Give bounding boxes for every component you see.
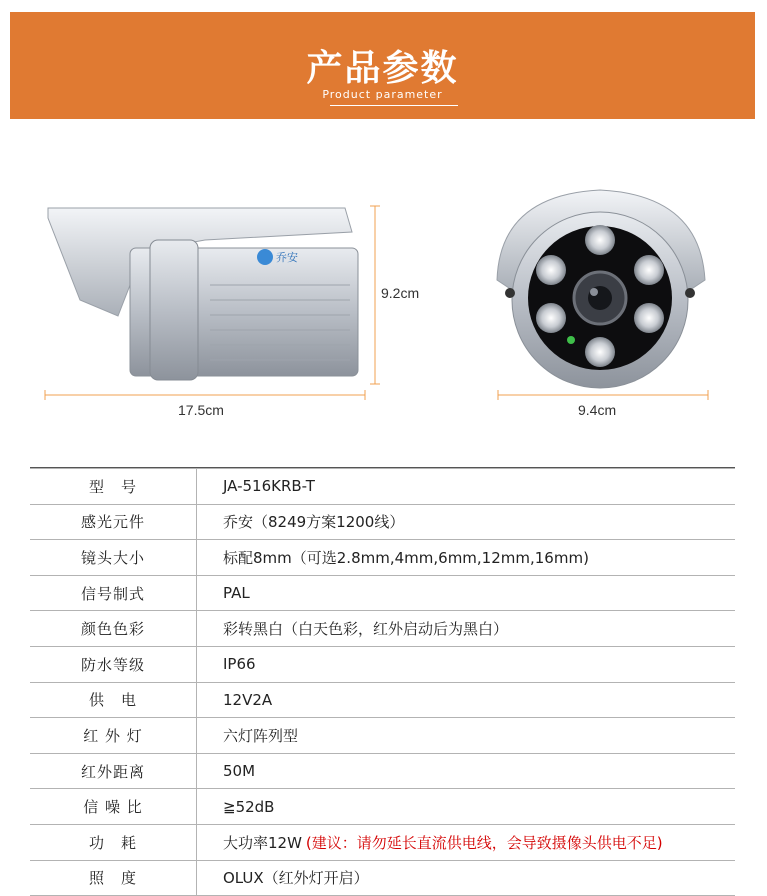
dimension-line-front xyxy=(498,390,708,400)
spec-label: 红外距离 xyxy=(30,753,197,789)
spec-label: 红 外 灯 xyxy=(30,718,197,754)
banner-underline xyxy=(330,105,458,106)
spec-label: 信号制式 xyxy=(30,575,197,611)
spec-row xyxy=(30,789,735,825)
brand-logo-icon xyxy=(257,249,273,265)
spec-value: 50M xyxy=(223,762,256,781)
spec-value: 标配8mm（可选2.8mm,4mm,6mm,12mm,16mm) xyxy=(223,548,589,567)
spec-value-cell xyxy=(197,611,736,647)
width-dimension-label: 9.4cm xyxy=(578,402,617,418)
spec-value-cell xyxy=(197,646,736,682)
spec-label: 供 电 xyxy=(30,682,197,718)
brand-logo-text: 乔安 xyxy=(276,252,298,264)
spec-value: JA-516KRB-T xyxy=(223,477,315,496)
spec-value-cell xyxy=(197,860,736,896)
spec-row xyxy=(30,540,735,576)
spec-row xyxy=(30,753,735,789)
spec-row xyxy=(30,469,735,505)
spec-value-cell xyxy=(197,789,736,825)
spec-value: 大功率12W xyxy=(223,833,302,852)
spec-row xyxy=(30,504,735,540)
spec-value: 乔安（8249方案1200线） xyxy=(223,513,405,532)
spec-value: IP66 xyxy=(223,655,256,674)
length-dimension-label: 17.5cm xyxy=(178,402,224,418)
spec-value-cell xyxy=(197,753,736,789)
spec-label: 颜色色彩 xyxy=(30,611,197,647)
spec-row xyxy=(30,682,735,718)
spec-value: 六灯阵列型 xyxy=(223,726,299,745)
spec-value: OLUX（红外灯开启） xyxy=(223,869,369,888)
spec-value-cell xyxy=(197,540,736,576)
spec-value-cell xyxy=(197,575,736,611)
product-figure xyxy=(0,140,767,440)
camera-front-view xyxy=(497,190,705,388)
banner-title: 产品参数 xyxy=(306,48,459,89)
spec-label: 照 度 xyxy=(30,860,197,896)
spec-value-cell xyxy=(197,469,736,505)
spec-label: 防水等级 xyxy=(30,646,197,682)
spec-row xyxy=(30,718,735,754)
spec-note: (建议：请勿延长直流供电线，会导致摄像头供电不足) xyxy=(305,833,663,852)
spec-value: PAL xyxy=(223,584,250,603)
spec-value: ≧52dB xyxy=(223,797,275,816)
spec-row xyxy=(30,575,735,611)
spec-label: 信 噪 比 xyxy=(30,789,197,825)
spec-table xyxy=(30,468,735,896)
camera-side-view xyxy=(48,208,358,380)
spec-label: 镜头大小 xyxy=(30,540,197,576)
spec-row xyxy=(30,611,735,647)
spec-label: 功 耗 xyxy=(30,824,197,860)
spec-row xyxy=(30,824,735,860)
spec-row xyxy=(30,860,735,896)
spec-value-cell xyxy=(197,504,736,540)
spec-value: 12V2A xyxy=(223,690,273,709)
spec-row xyxy=(30,646,735,682)
spec-value-cell xyxy=(197,682,736,718)
spec-value: 彩转黑白（白天色彩，红外启动后为黑白） xyxy=(223,620,509,639)
height-dimension-label: 9.2cm xyxy=(381,285,420,301)
spec-value-cell xyxy=(197,718,736,754)
banner-subtitle: Product parameter xyxy=(322,88,443,101)
spec-label: 型 号 xyxy=(30,469,197,505)
header-banner xyxy=(10,12,755,119)
spec-label: 感光元件 xyxy=(30,504,197,540)
spec-value-cell xyxy=(197,824,736,860)
